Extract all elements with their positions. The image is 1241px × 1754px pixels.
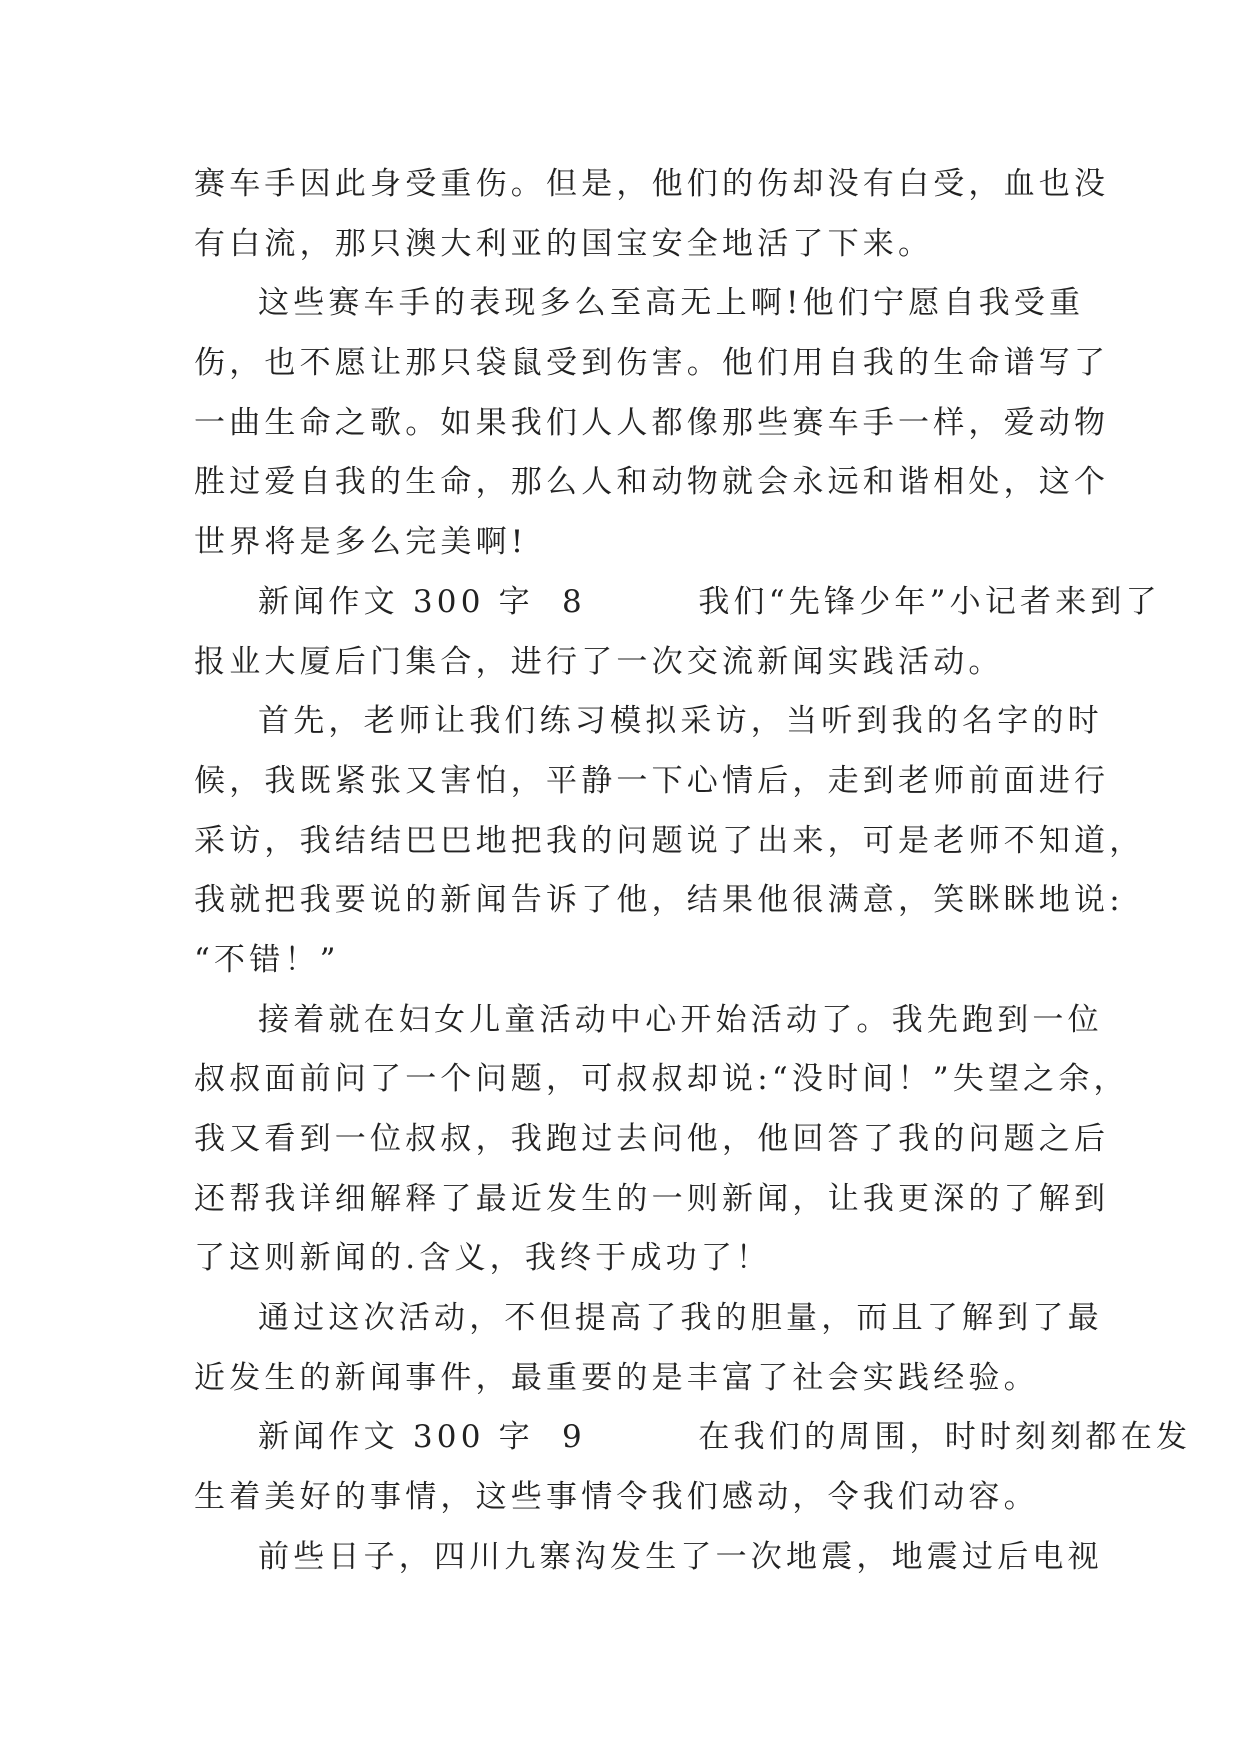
- text-line: 报业大厦后门集合，进行了一次交流新闻实践活动。: [194, 643, 1004, 680]
- text-line: 生着美好的事情，这些事情令我们感动，令我们动容。: [194, 1479, 1039, 1516]
- text-line: 了这则新闻的.含义，我终于成功了！: [194, 1240, 772, 1277]
- text-line: 我又看到一位叔叔，我跑过去问他，他回答了我的问题之后: [194, 1121, 1110, 1157]
- text-line: 候，我既紧张又害怕，平静一下心情后，走到老师前面进行: [194, 762, 1110, 799]
- text-line: 世界将是多么完美啊!: [194, 524, 528, 561]
- text-line: “不错！”: [194, 941, 340, 978]
- text-line: 通过这次活动，不但提高了我的胆量，而且了解到了最: [258, 1300, 1103, 1337]
- text-line: 新闻作文 300 字 9 在我们的周围，时时刻刻都在发: [258, 1419, 1192, 1456]
- text-line: 我就把我要说的新闻告诉了他，结果他很满意，笑眯眯地说:: [194, 882, 1124, 919]
- text-line: 有白流，那只澳大利亚的国宝安全地活了下来。: [194, 225, 934, 262]
- text-line: 首先，老师让我们练习模拟采访，当听到我的名字的时: [258, 703, 1103, 740]
- text-line: 叔叔面前问了一个问题，可叔叔却说:“没时间！”失望之余，: [194, 1061, 1129, 1098]
- text-line: 新闻作文 300 字 8 我们“先锋少年”小记者来到了: [258, 583, 1161, 620]
- text-line: 胜过爱自我的生命，那么人和动物就会永远和谐相处，这个: [194, 464, 1110, 501]
- text-line: 采访，我结结巴巴地把我的问题说了出来，可是老师不知道，: [194, 822, 1145, 859]
- article-body: [194, 155, 1192, 1588]
- text-line: 一曲生命之歌。如果我们人人都像那些赛车手一样，爱动物: [194, 404, 1110, 441]
- text-line: 前些日子，四川九寨沟发生了一次地震，地震过后电视: [258, 1538, 1103, 1575]
- text-line: 伤，也不愿让那只袋鼠受到伤害。他们用自我的生命谱写了: [194, 345, 1110, 382]
- text-line: 这些赛车手的表现多么至高无上啊!他们宁愿自我受重: [258, 285, 1085, 322]
- text-line: 接着就在妇女儿童活动中心开始活动了。我先跑到一位: [258, 1001, 1103, 1038]
- text-line: 还帮我详细解释了最近发生的一则新闻，让我更深的了解到: [194, 1180, 1110, 1217]
- text-line: 赛车手因此身受重伤。但是，他们的伤却没有白受，血也没: [194, 166, 1110, 202]
- text-line: 近发生的新闻事件，最重要的是丰富了社会实践经验。: [194, 1359, 1039, 1396]
